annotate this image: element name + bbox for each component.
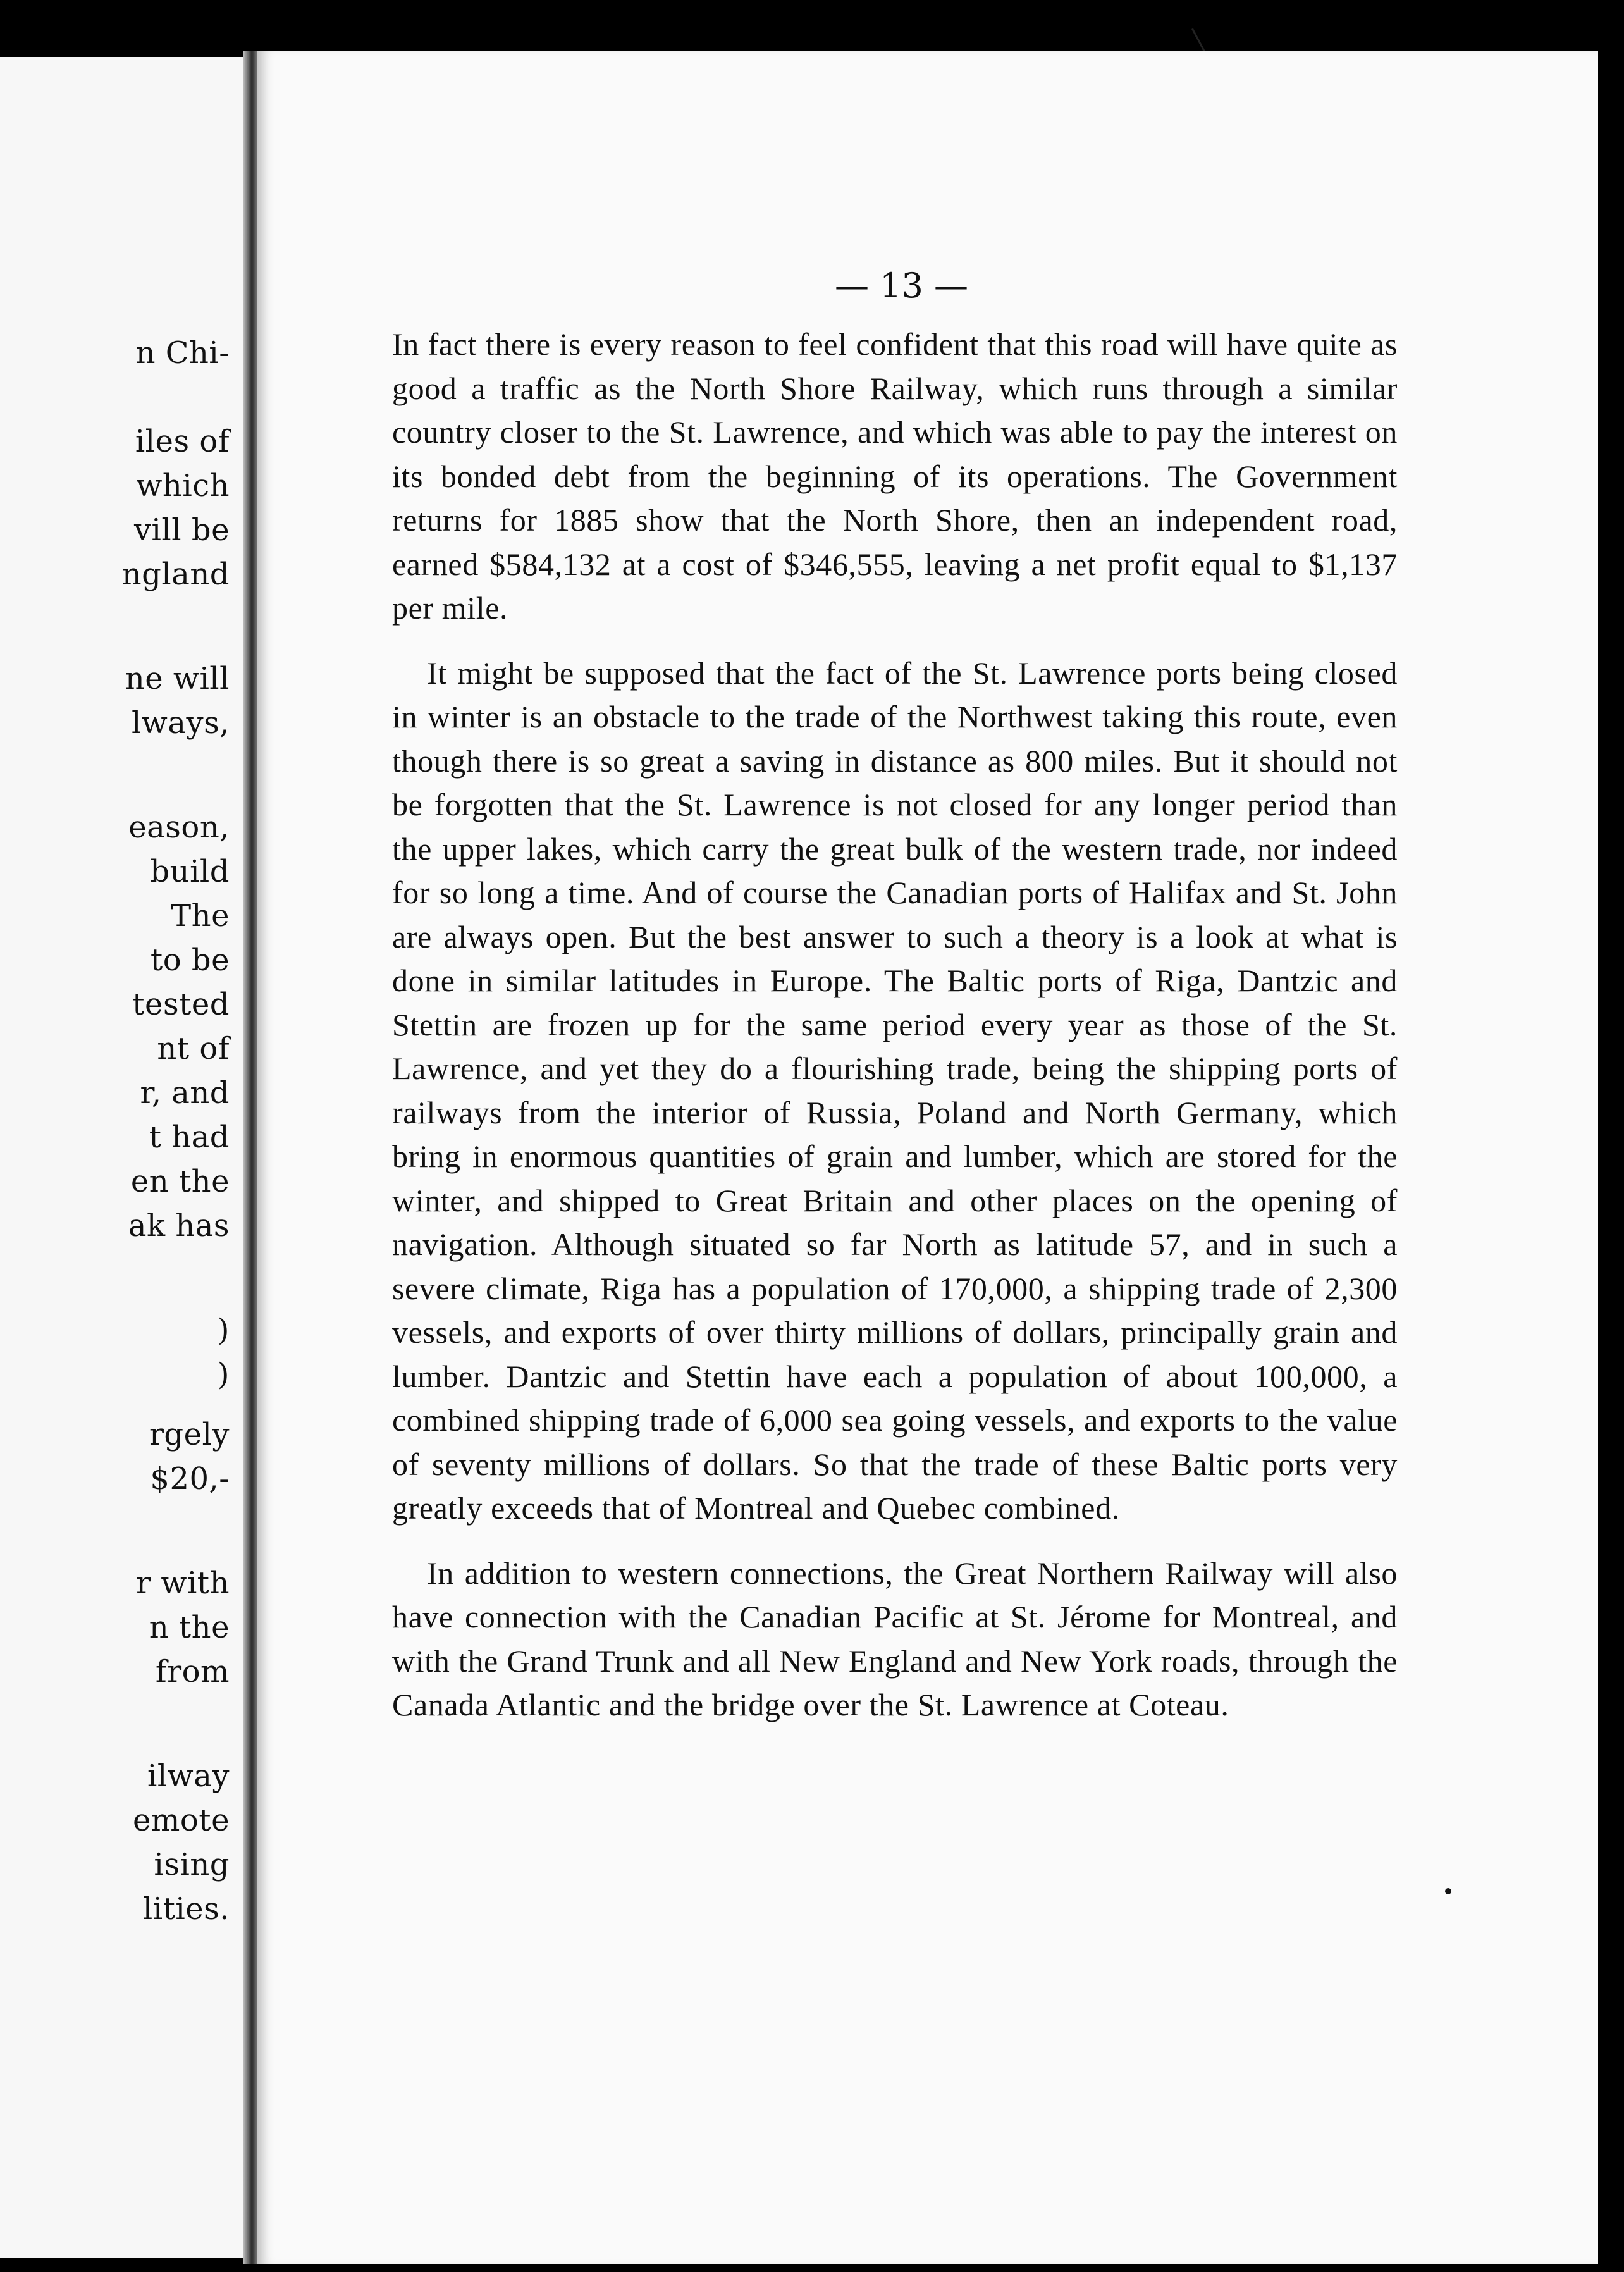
left-page-fragment: lities. bbox=[142, 1891, 230, 1927]
page-body bbox=[392, 323, 1398, 1748]
left-page-fragment: ak has bbox=[128, 1208, 230, 1244]
paragraph: In fact there is every reason to feel confident that this road will have quite as good a traffic as the North Shore Railway, which runs through a similar country closer to the St. Lawrence, and which was able to pay the interest on its bonded debt from the beginning of its operations. The Government returns for 1885 show that the North Shore, then an independent road, earned $584,132 at a cost of $346,555, leaving a net profit equal to $1,137 per mile. bbox=[392, 326, 1398, 626]
left-page-fragment: lways, bbox=[131, 705, 230, 741]
left-page-fragment: n the bbox=[149, 1610, 230, 1645]
left-page-fragment: which bbox=[136, 468, 230, 503]
left-page-fragment: ilway bbox=[147, 1758, 230, 1794]
left-page-fragment: emote bbox=[132, 1803, 230, 1838]
left-page-fragment: The bbox=[171, 898, 230, 934]
left-page-fragment: r with bbox=[136, 1565, 230, 1601]
left-page-fragment: t had bbox=[149, 1120, 230, 1155]
left-page-fragment: from bbox=[155, 1654, 230, 1689]
left-page-fragment: tested bbox=[132, 987, 230, 1022]
paragraph: In addition to western connections, the Great Northern Railway will also have connection with the Canadian Pacific at St. Jérome for Montreal, and with the Grand Trunk and all New England and New York roads, through the Canada Atlantic and the bridge over the St. Lawrence at Coteau. bbox=[392, 1555, 1398, 1722]
left-page-fragment: ) bbox=[217, 1312, 230, 1348]
left-page-fragment: r, and bbox=[140, 1075, 230, 1111]
left-page-fragment: ising bbox=[154, 1847, 230, 1882]
paragraph: It might be supposed that the fact of the St. Lawrence ports being closed in winter is an obstacle to the trade of the Northwest taking this route, even though there is so great a saving in distance as 800 miles. But it should not be forgotten that the St. Lawrence is not closed for any longer period than the upper lakes, which carry the great bulk of the western trade, nor indeed for so long a time. And of course the Canadian ports of Halifax and St. John are always open. But the best answer to such a theory is a look at what is done in similar latitudes in Europe. The Baltic ports of Riga, Dantzic and Stettin are frozen up for the same period every year as those of the St. Lawrence, and yet they do a flourishing trade, being the shipping ports of railways from the interior of Russia, Poland and North Germany, which bring in enormous quantities of grain and lumber, which are stored for the winter, and shipped to Great Britain and other places on the opening of navigation. Although situated so far North as latitude 57, and in such a severe climate, Riga has a population of 170,000, a shipping trade of 2,300 vessels, and exports of over thirty millions of dollars, principally grain and lumber. Dantzic and Stettin have each a population of about 100,000, a combined shipping trade of 6,000 sea going vessels, and exports to the value of seventy millions of dollars. So that the trade of these Baltic ports very greatly exceeds that of Montreal and Quebec combined. bbox=[392, 655, 1398, 1526]
left-page-fragment: eason, bbox=[128, 810, 230, 845]
left-page-fragment: to be bbox=[150, 942, 230, 978]
left-page-fragment: en the bbox=[130, 1164, 230, 1199]
left-page-fragment: $20,- bbox=[150, 1461, 230, 1497]
book-gutter bbox=[243, 51, 257, 2264]
left-page-fragment: iles of bbox=[135, 424, 230, 459]
left-page-fragment: ne will bbox=[125, 661, 230, 696]
left-page-fragment: ) bbox=[217, 1357, 230, 1392]
left-page-fragment: build bbox=[150, 854, 230, 889]
previous-page-strip bbox=[0, 57, 245, 2258]
left-page-fragment: ngland bbox=[121, 557, 230, 592]
left-page-fragment: n Chi- bbox=[135, 335, 230, 371]
page-number: — 13 — bbox=[835, 266, 969, 306]
ink-dot bbox=[1445, 1888, 1451, 1894]
left-page-fragment: rgely bbox=[149, 1417, 230, 1452]
left-page-fragment: nt of bbox=[157, 1031, 230, 1066]
left-page-fragment: vill be bbox=[133, 512, 230, 548]
